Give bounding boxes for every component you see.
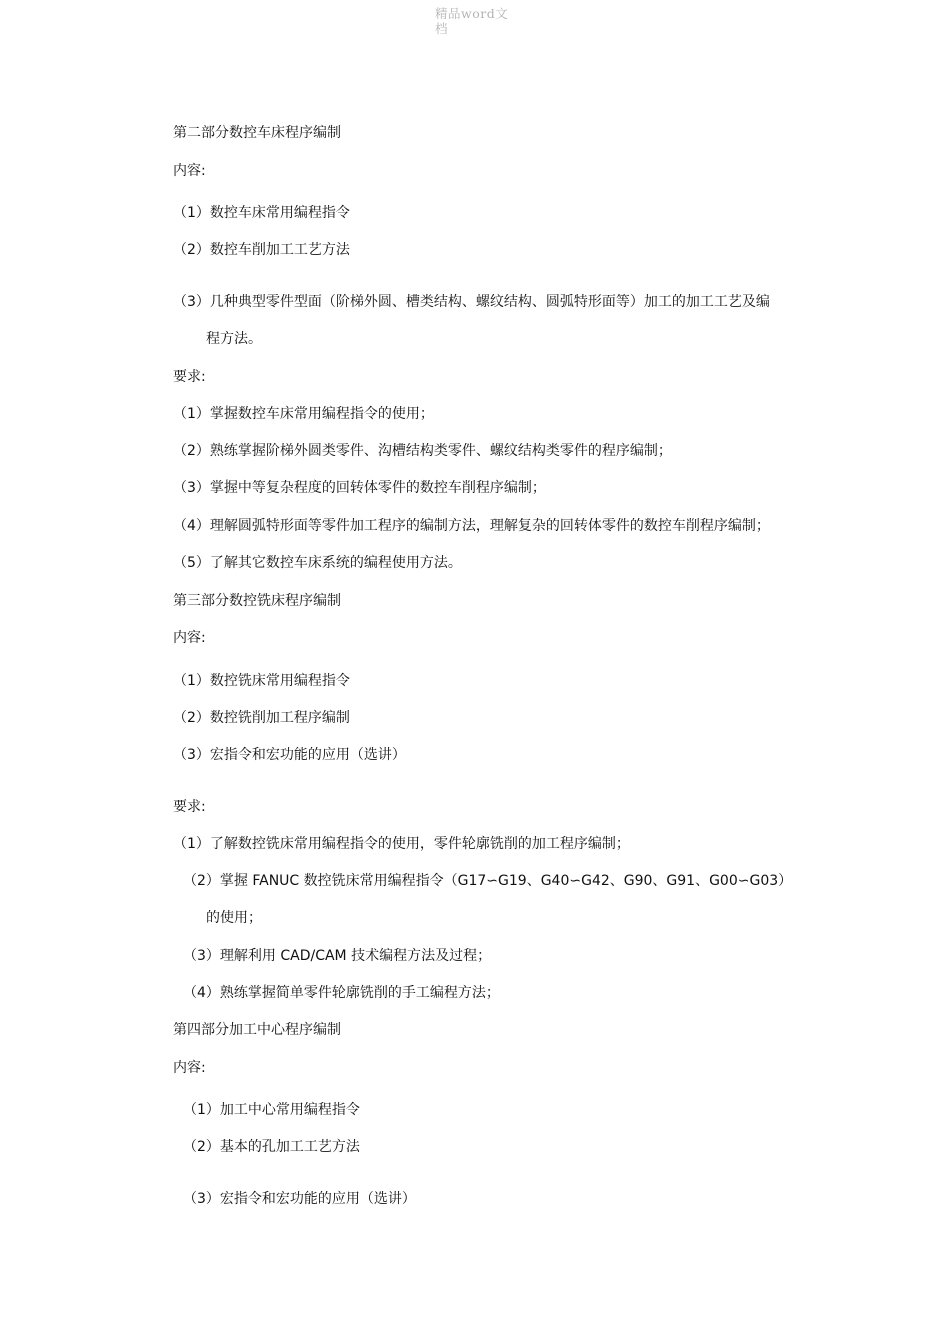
part2-content-item-1: （1）数控车床常用编程指令 — [173, 205, 350, 221]
part2-content-item-2: （2）数控车削加工工艺方法 — [173, 242, 350, 258]
part4-content-label: 内容: — [173, 1060, 206, 1076]
part2-requirement-1: （1）掌握数控车床常用编程指令的使用； — [173, 406, 434, 422]
part3-requirement-4: （4）熟练掌握简单零件轮廓铣削的手工编程方法； — [183, 985, 500, 1001]
part2-requirement-4: （4）理解圆弧特形面等零件加工程序的编制方法，理解复杂的回转体零件的数控车削程序编制； — [173, 518, 770, 534]
part2-requirement-3: （3）掌握中等复杂程度的回转体零件的数控车削程序编制； — [173, 480, 546, 496]
part3-requirement-1: （1）了解数控铣床常用编程指令的使用，零件轮廓铣削的加工程序编制； — [173, 836, 630, 852]
watermark-line-1: 精品word文 — [435, 6, 509, 21]
part3-requirement-3: （3）理解利用 CAD/CAM 技术编程方法及过程； — [183, 948, 492, 964]
part3-requirements-label: 要求: — [173, 799, 206, 815]
watermark — [435, 6, 525, 36]
part3-heading: 第三部分数控铣床程序编制 — [173, 593, 341, 609]
part2-content-item-3-cont: 程方法。 — [206, 331, 262, 347]
part3-content-item-3: （3）宏指令和宏功能的应用（选讲） — [173, 747, 406, 763]
watermark-line-2: 档 — [435, 21, 449, 36]
part4-content-item-1: （1）加工中心常用编程指令 — [183, 1102, 360, 1118]
part3-content-label: 内容: — [173, 630, 206, 646]
part3-requirement-2-cont: 的使用； — [206, 910, 262, 926]
part3-requirement-2: （2）掌握 FANUC 数控铣床常用编程指令（G17∽G19、G40∽G42、G90、G91、G00∽G03） — [183, 873, 793, 889]
part2-requirement-2: （2）熟练掌握阶梯外圆类零件、沟槽结构类零件、螺纹结构类零件的程序编制； — [173, 443, 672, 459]
part2-content-item-3: （3）几种典型零件型面（阶梯外圆、槽类结构、螺纹结构、圆弧特形面等）加工的加工工艺及编 — [173, 294, 770, 310]
part4-heading: 第四部分加工中心程序编制 — [173, 1022, 341, 1038]
part4-content-item-3: （3）宏指令和宏功能的应用（选讲） — [183, 1191, 416, 1207]
part3-content-item-1: （1）数控铣床常用编程指令 — [173, 673, 350, 689]
part2-requirements-label: 要求: — [173, 369, 206, 385]
part3-content-item-2: （2）数控铣削加工程序编制 — [173, 710, 350, 726]
part2-heading: 第二部分数控车床程序编制 — [173, 125, 341, 141]
part4-content-item-2: （2）基本的孔加工工艺方法 — [183, 1139, 360, 1155]
part2-content-label: 内容: — [173, 163, 206, 179]
part2-requirement-5: （5）了解其它数控车床系统的编程使用方法。 — [173, 555, 462, 571]
